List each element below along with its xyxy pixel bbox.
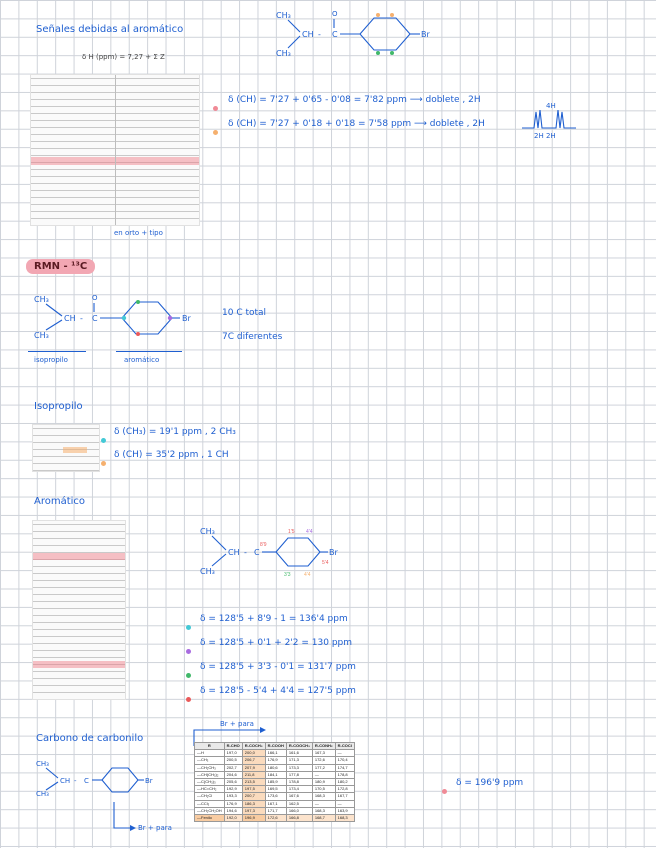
- table-cell: —: [312, 800, 335, 807]
- table-cell: 166,0: [286, 807, 312, 814]
- table-cell: 192,0: [224, 814, 242, 821]
- aromatic-increment-table-image: [32, 520, 126, 700]
- table-header-cell: R-CONH₂: [312, 743, 335, 750]
- table-cell: 207,9: [242, 764, 265, 771]
- table-cell: 204,6: [224, 771, 242, 778]
- table-cell: 167,1: [265, 800, 286, 807]
- table-cell: —CCl₃: [195, 800, 225, 807]
- section-title-aromatic-signals: Señales debidas al aromático: [36, 24, 184, 35]
- molecule-structure-aromatic: [198, 522, 358, 584]
- pink-dot-carbonyl: [442, 781, 447, 799]
- cyan-dot-a: [186, 617, 191, 635]
- table-cell: 162,5: [286, 800, 312, 807]
- table-cell: —: [312, 771, 335, 778]
- section-title-isopropilo: Isopropilo: [34, 401, 83, 412]
- table-row: [195, 764, 355, 771]
- table-cell: 200,7: [242, 793, 265, 800]
- table-cell: 166,1: [265, 750, 286, 757]
- table-cell: 168,3: [335, 814, 354, 821]
- table-cell: 172,8: [335, 786, 354, 793]
- aromatic-shift-line-1: δ (CH) = 7'27 + 0'65 - 0'08 = 7'82 ppm ⟶ doblete , 2H: [228, 95, 481, 105]
- table-header-cell: R: [195, 743, 225, 750]
- molecule-structure-13c: [30, 290, 220, 350]
- aromatic-13c-line-2: δ = 128'5 + 0'1 + 2'2 = 130 ppm: [200, 638, 353, 648]
- svg-text:-: -: [318, 30, 321, 39]
- purple-dot: [186, 641, 191, 659]
- table-cell: 192,9: [224, 786, 242, 793]
- table-cell: 169,5: [265, 786, 286, 793]
- table-cell: 166,8: [286, 814, 312, 821]
- table-cell: 206,7: [242, 757, 265, 764]
- bromine-label: Br: [421, 30, 430, 39]
- table-cell: 161,6: [286, 750, 312, 757]
- table-cell: —: [335, 800, 354, 807]
- aromatic-13c-line-4: δ = 128'5 - 5'4 + 4'4 = 127'5 ppm: [200, 686, 356, 696]
- section-badge-rmn-13c: RMN - ¹³C: [26, 259, 95, 274]
- svg-text:CH₃: CH₃: [34, 295, 49, 304]
- carbonyl-shift-table: [194, 742, 355, 822]
- table-row: [195, 757, 355, 764]
- table-cell: 167,6: [286, 793, 312, 800]
- ch3-top-label: CH₃: [276, 11, 291, 20]
- carbon-total: 10 C total: [222, 308, 267, 318]
- pos-top-right: 4'4: [306, 529, 313, 535]
- ch-label: CH: [302, 30, 314, 39]
- carbonyl-o-label: O: [332, 10, 338, 18]
- table-cell: 172,6: [312, 757, 335, 764]
- pos-left: 8'9: [260, 542, 267, 548]
- table-cell: 202,7: [224, 764, 242, 771]
- pos-bottom-left: 3'3: [284, 572, 291, 578]
- svg-text:Br: Br: [182, 314, 191, 323]
- table-cell: —H: [195, 750, 225, 757]
- table-cell: 173,6: [265, 793, 286, 800]
- table-header-cell: R-COOH: [265, 743, 286, 750]
- table-cell: 174,7: [335, 764, 354, 771]
- table-cell: 178,8: [335, 771, 354, 778]
- svg-text:Br: Br: [329, 548, 338, 557]
- carbon-diferentes: 7C diferentes: [222, 332, 283, 342]
- pos-bottom-right: 4'4: [304, 572, 311, 578]
- table-cell: 197,3: [242, 807, 265, 814]
- nmr-peak-labels: 2H 2H: [534, 132, 556, 140]
- table-divider: [115, 75, 116, 225]
- carbonyl-c-label: C: [332, 30, 338, 39]
- table-row: [195, 778, 355, 785]
- substituent-table-image: [30, 74, 200, 226]
- green-dot: [186, 665, 191, 683]
- svg-text:C: C: [254, 548, 260, 557]
- table-cell: 167,7: [335, 793, 354, 800]
- carbonyl-shift-result: δ = 196'9 ppm: [456, 778, 524, 788]
- table-cell: —Fenilo: [195, 814, 225, 821]
- table-cell: —CH₃: [195, 757, 225, 764]
- orange-dot: [213, 122, 218, 140]
- isopropyl-shift-ch: δ (CH) = 35'2 ppm , 1 CH: [114, 450, 229, 460]
- table-cell: 193,3: [224, 793, 242, 800]
- table-cell: 200,0: [242, 750, 265, 757]
- table-header-cell: R-COOCH₃: [286, 743, 312, 750]
- table-note: en orto + tipo: [114, 229, 163, 237]
- table-cell: 168,3: [312, 807, 335, 814]
- table-cell: 167,3: [312, 750, 335, 757]
- table-cell: 177,2: [312, 764, 335, 771]
- table-row: [195, 771, 355, 778]
- orange-dot-ch: [101, 453, 106, 471]
- pos-top-left: 1'5: [288, 529, 295, 535]
- molecule-structure-top: [270, 6, 440, 62]
- table-cell: 197,0: [224, 750, 242, 757]
- table-cell: 180,2: [335, 778, 354, 785]
- table-cell: 171,7: [265, 807, 286, 814]
- table-cell: 163,9: [335, 807, 354, 814]
- cyan-dot: [101, 430, 106, 448]
- arrow-bottom-label: Br + para: [138, 824, 172, 832]
- table-cell: 176,9: [265, 757, 286, 764]
- isopropyl-table-image: [32, 424, 100, 472]
- table-cell: 178,8: [286, 778, 312, 785]
- table-cell: 194,6: [224, 807, 242, 814]
- nmr-top-label: 4H: [546, 102, 556, 110]
- table-cell: 197,5: [242, 786, 265, 793]
- table-row: [195, 814, 355, 821]
- aromatic-13c-line-3: δ = 128'5 + 3'3 - 0'1 = 131'7 ppm: [200, 662, 356, 672]
- svg-text:CH₃: CH₃: [36, 760, 49, 768]
- table-cell: 177,8: [286, 771, 312, 778]
- table-cell: —CH₂CH₂OH: [195, 807, 225, 814]
- molecule-structure-carbonyl: [32, 756, 172, 802]
- table-cell: 180,9: [312, 778, 335, 785]
- aromatic-table-highlight-1: [33, 553, 125, 560]
- label-aromatico: aromático: [124, 356, 160, 364]
- svg-text:-: -: [80, 314, 83, 323]
- red-dot: [186, 689, 191, 707]
- table-cell: 170,5: [312, 786, 335, 793]
- svg-text:CH₃: CH₃: [34, 331, 49, 340]
- table-cell: 180,6: [265, 764, 286, 771]
- table-cell: 213,5: [242, 778, 265, 785]
- table-cell: 185,9: [265, 778, 286, 785]
- table-cell: 184,1: [265, 771, 286, 778]
- arrow-top-label: Br + para: [220, 720, 254, 728]
- svg-text:C: C: [84, 777, 89, 785]
- carbonyl-shift-table-wrapper: [194, 742, 355, 822]
- table-cell: 168,3: [312, 793, 335, 800]
- aromatic-shift-line-2: δ (CH) = 7'27 + 0'18 + 0'18 = 7'58 ppm ⟶ doblete , 2H: [228, 119, 485, 129]
- label-isopropilo: isopropilo: [34, 356, 68, 364]
- table-header-row: [195, 743, 355, 750]
- table-cell: 200,5: [224, 757, 242, 764]
- aromatico-underline: [116, 351, 182, 352]
- aromatic-13c-line-1: δ = 128'5 + 8'9 - 1 = 136'4 ppm: [200, 614, 348, 624]
- table-cell: —: [335, 750, 354, 757]
- table-cell: 170,4: [335, 757, 354, 764]
- svg-text:CH₃: CH₃: [200, 567, 215, 576]
- aromatic-table-highlight-2: [33, 661, 125, 668]
- isopropilo-underline: [28, 351, 86, 352]
- table-cell: —CH₂Cl: [195, 793, 225, 800]
- table-row: [195, 793, 355, 800]
- table-cell: 173,4: [286, 786, 312, 793]
- table-row: [195, 807, 355, 814]
- table-cell: 176,9: [224, 800, 242, 807]
- svg-text:-: -: [74, 777, 77, 785]
- svg-text:CH₃: CH₃: [36, 790, 49, 798]
- table-cell: 186,3: [242, 800, 265, 807]
- table-cell: 205,6: [224, 778, 242, 785]
- pink-dot: [213, 98, 218, 116]
- table-cell: 171,3: [286, 757, 312, 764]
- table-cell: —CH(CH₃)₂: [195, 771, 225, 778]
- table-row: [195, 800, 355, 807]
- pos-right: 5'4: [322, 560, 329, 566]
- section-title-aromatico: Aromático: [34, 496, 86, 507]
- isopropyl-table-highlight: [63, 447, 87, 453]
- svg-text:C: C: [92, 314, 98, 323]
- table-header-cell: R-COCH₃: [242, 743, 265, 750]
- svg-text:Br: Br: [145, 777, 153, 785]
- table-cell: 173,3: [286, 764, 312, 771]
- table-cell: 172,6: [265, 814, 286, 821]
- table-row: [195, 750, 355, 757]
- table-header-cell: R-COCl: [335, 743, 354, 750]
- shift-formula-caption: δ H (ppm) = 7,27 + Σ Z: [82, 53, 165, 61]
- ch3-bottom-label: CH₃: [276, 49, 291, 58]
- svg-text:CH: CH: [64, 314, 76, 323]
- isopropyl-shift-ch3: δ (CH₃) = 19'1 ppm , 2 CH₃: [114, 427, 236, 437]
- table-cell: 168,7: [312, 814, 335, 821]
- svg-text:CH₃: CH₃: [200, 527, 215, 536]
- table-cell: —HC=CH₂: [195, 786, 225, 793]
- table-cell: —CH₂CH₃: [195, 764, 225, 771]
- table-cell: 211,8: [242, 771, 265, 778]
- table-cell: 196,9: [242, 814, 265, 821]
- section-title-carbonilo: Carbono de carbonilo: [36, 733, 144, 744]
- svg-text:CH: CH: [228, 548, 240, 557]
- table-row: [195, 786, 355, 793]
- svg-text:CH: CH: [60, 777, 71, 785]
- table-header-cell: R-CHO: [224, 743, 242, 750]
- table-cell: —C(CH₃)₃: [195, 778, 225, 785]
- svg-text:O: O: [92, 294, 98, 302]
- svg-text:-: -: [244, 548, 247, 557]
